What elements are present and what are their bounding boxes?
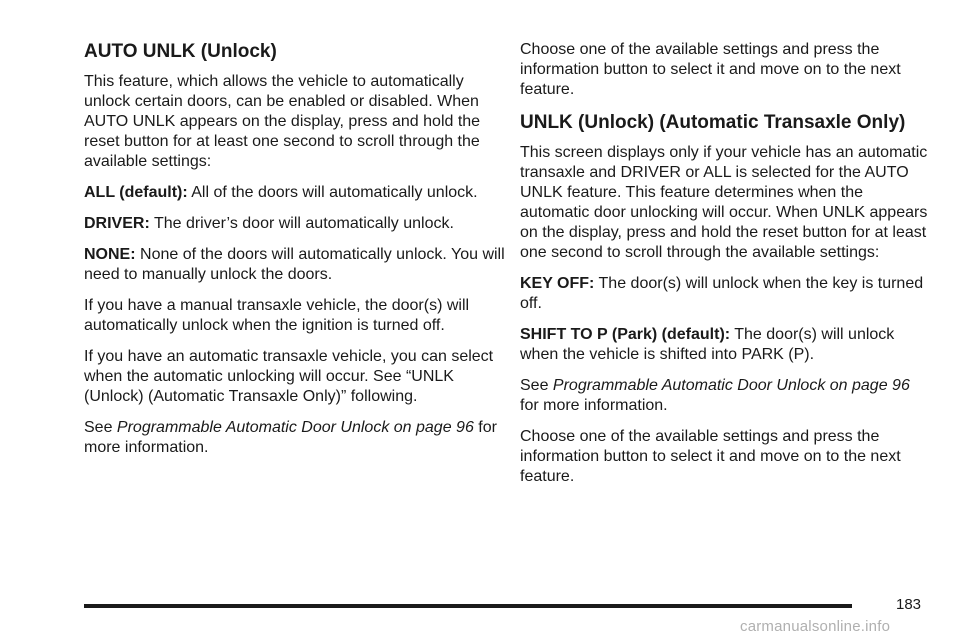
option-key-off (520, 274, 930, 314)
option-label: DRIVER: (84, 215, 150, 232)
automatic-transaxle-note: If you have an automatic transaxle vehicle, you can select when the automatic unlocking will occur. See “UNLK (Unlock) (Automatic Transaxle Only)” following. (84, 348, 494, 405)
footer-rule (84, 604, 852, 608)
see-suffix: for more information. (520, 397, 668, 414)
option-label: KEY OFF: (520, 275, 595, 292)
page-number: 183 (896, 596, 922, 613)
option-none (84, 245, 514, 285)
option-shift-to-park (520, 325, 930, 365)
right-column (520, 40, 930, 498)
option-label: NONE: (84, 246, 136, 263)
option-text: The door(s) will unlock when the key is turned off. (520, 275, 924, 312)
see-suffix: for more information. (84, 419, 497, 456)
intro-paragraph: This screen displays only if your vehicle has an automatic transaxle and DRIVER or ALL is selected for the AUTO UNLK feature. This feature determines when the automatic door unlocking will occur. When UNLK appears on the display, press and hold the reset button for at least one second to scroll through the available settings: (520, 144, 928, 261)
cross-reference-link: Programmable Automatic Door Unlock on page 96 (552, 377, 910, 394)
option-all (84, 183, 514, 203)
intro-paragraph: This feature, which allows the vehicle to automatically unlock certain doors, can be enabled or disabled. When AUTO UNLK appears on the display, press and hold the reset button for at least one second to scroll through the available settings: (84, 73, 481, 170)
option-driver (84, 214, 514, 234)
option-text: All of the doors will automatically unlock. (191, 184, 478, 201)
see-prefix: See (520, 377, 549, 394)
option-text: The driver’s door will automatically unlock. (153, 215, 454, 232)
watermark: carmanualsonline.info (740, 618, 891, 635)
choose-setting-paragraph: Choose one of the available settings and press the information button to select it and move on to the next feature. (520, 428, 901, 485)
option-text: The door(s) will unlock when the vehicle is shifted into PARK (P). (520, 326, 895, 363)
see-prefix: See (84, 419, 113, 436)
option-text: None of the doors will automatically unlock. You will need to manually unlock the doors. (84, 246, 505, 283)
section-heading-unlk: UNLK (Unlock) (Automatic Transaxle Only) (520, 112, 906, 133)
option-label: SHIFT TO P (Park) (default): (520, 326, 731, 343)
choose-setting-paragraph: Choose one of the available settings and press the information button to select it and move on to the next feature. (520, 41, 901, 98)
see-reference (520, 376, 930, 416)
option-label: ALL (default): (84, 184, 188, 201)
section-heading-auto-unlk: AUTO UNLK (Unlock) (84, 41, 277, 62)
see-reference (84, 418, 514, 458)
left-column (84, 40, 514, 469)
cross-reference-link: Programmable Automatic Door Unlock on page 96 (116, 419, 474, 436)
manual-transaxle-note: If you have a manual transaxle vehicle, the door(s) will automatically unlock when the ignition is turned off. (84, 297, 470, 334)
